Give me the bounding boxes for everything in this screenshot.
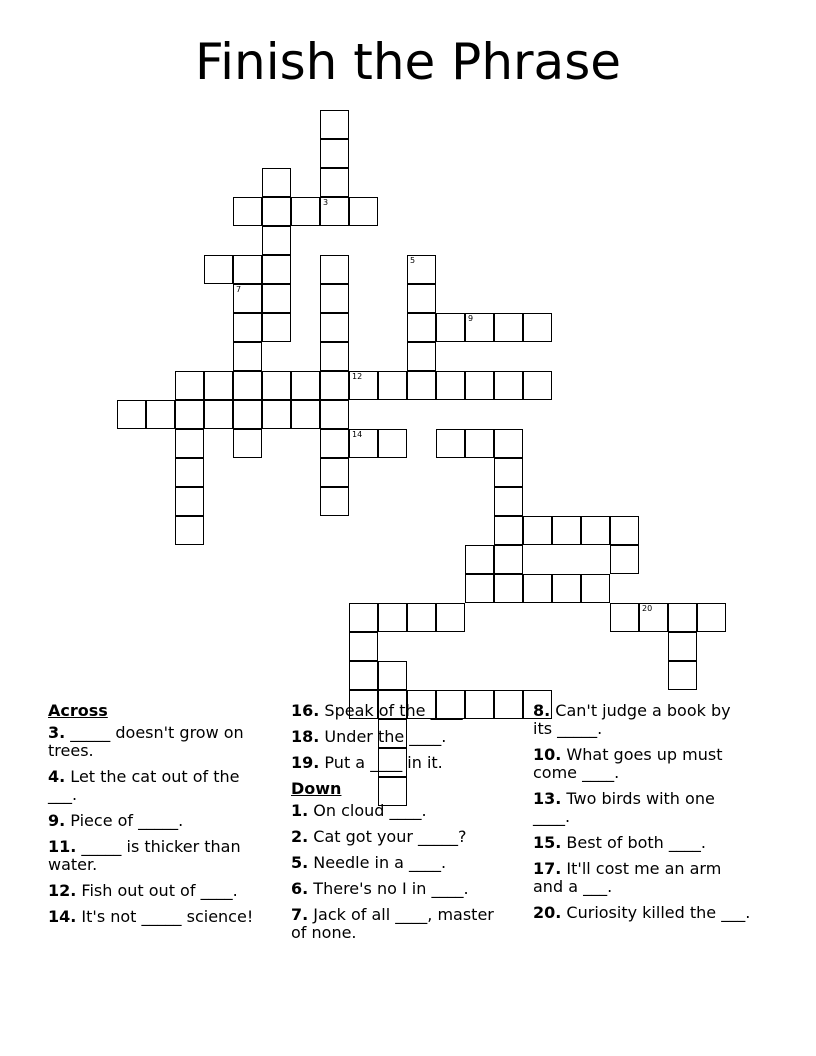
- grid-cell[interactable]: [175, 458, 204, 487]
- grid-cell[interactable]: [610, 603, 639, 632]
- grid-cell[interactable]: [523, 574, 552, 603]
- clue-num-dot: .: [555, 789, 562, 808]
- grid-cell[interactable]: [407, 313, 436, 342]
- grid-cell[interactable]: [233, 197, 262, 226]
- clue-num: 19: [291, 753, 314, 772]
- grid-cell[interactable]: [233, 371, 262, 400]
- clue-column-3: [533, 702, 753, 930]
- clue-num-dot: .: [70, 881, 77, 900]
- clue: [533, 746, 753, 782]
- grid-cell[interactable]: [436, 603, 465, 632]
- clue: [533, 790, 753, 826]
- clue-num-dot: .: [70, 837, 77, 856]
- clue-num: 9: [48, 811, 60, 830]
- grid-cell[interactable]: [523, 313, 552, 342]
- grid-cell[interactable]: [320, 429, 349, 458]
- clue: [291, 880, 511, 898]
- clue-text: Cat got your _____?: [308, 827, 467, 846]
- grid-cell[interactable]: [668, 632, 697, 661]
- clue-number: 5: [410, 256, 416, 265]
- grid-cell[interactable]: [494, 313, 523, 342]
- clue-num: 13: [533, 789, 556, 808]
- grid-cell[interactable]: [117, 400, 146, 429]
- grid-cell[interactable]: [291, 400, 320, 429]
- grid-cell[interactable]: [494, 545, 523, 574]
- grid-cell[interactable]: [465, 429, 494, 458]
- clue-text: Curiosity killed the ___.: [561, 903, 751, 922]
- clue-num: 14: [48, 907, 71, 926]
- clue: [291, 728, 511, 746]
- grid-cell[interactable]: [262, 400, 291, 429]
- grid-cell[interactable]: [407, 603, 436, 632]
- grid-cell[interactable]: [407, 371, 436, 400]
- grid-cell[interactable]: [581, 516, 610, 545]
- grid-cell[interactable]: [320, 168, 349, 197]
- clue-text: Speak of the ____.: [319, 701, 468, 720]
- clue-num: 1: [291, 801, 303, 820]
- grid-cell[interactable]: [494, 371, 523, 400]
- grid-cell[interactable]: [349, 429, 378, 458]
- clue-text: What goes up must come ____.: [533, 745, 723, 782]
- grid-cell[interactable]: [233, 313, 262, 342]
- grid-cell[interactable]: [494, 429, 523, 458]
- grid-cell[interactable]: [378, 603, 407, 632]
- grid-cell[interactable]: [465, 545, 494, 574]
- clue: [533, 904, 753, 922]
- grid-cell[interactable]: [320, 458, 349, 487]
- grid-cell[interactable]: [494, 516, 523, 545]
- clue: [48, 908, 268, 926]
- clue-text: On cloud ____.: [308, 801, 427, 820]
- grid-cell[interactable]: [175, 429, 204, 458]
- clue-num-dot: .: [555, 859, 562, 878]
- grid-cell[interactable]: [204, 371, 233, 400]
- grid-cell[interactable]: [320, 139, 349, 168]
- clue: [291, 906, 511, 942]
- grid-cell[interactable]: [320, 284, 349, 313]
- clue-text: Fish out out of ____.: [76, 881, 238, 900]
- clue-num: 6: [291, 879, 303, 898]
- clue-text: _____ doesn't grow on trees.: [48, 723, 244, 760]
- clue: [48, 724, 268, 760]
- grid-cell[interactable]: [320, 400, 349, 429]
- grid-cell[interactable]: [233, 255, 262, 284]
- grid-cell[interactable]: [291, 197, 320, 226]
- grid-cell[interactable]: [262, 313, 291, 342]
- grid-cell[interactable]: [378, 429, 407, 458]
- grid-cell[interactable]: [262, 284, 291, 313]
- grid-cell[interactable]: [233, 342, 262, 371]
- clue-num: 15: [533, 833, 556, 852]
- section-heading: Across: [48, 701, 108, 720]
- clue-text: Best of both ____.: [561, 833, 706, 852]
- grid-cell[interactable]: [349, 197, 378, 226]
- clue-text: Can't judge a book by its _____.: [533, 701, 731, 738]
- clue-num: 11: [48, 837, 71, 856]
- grid-cell[interactable]: [465, 371, 494, 400]
- grid-cell[interactable]: [320, 342, 349, 371]
- grid-cell[interactable]: [639, 603, 668, 632]
- clue-num-dot: .: [302, 801, 309, 820]
- grid-cell[interactable]: [552, 574, 581, 603]
- grid-cell[interactable]: [175, 400, 204, 429]
- grid-cell[interactable]: [320, 313, 349, 342]
- clue-num-dot: .: [59, 811, 66, 830]
- grid-cell[interactable]: [523, 371, 552, 400]
- clue-text: _____ is thicker than water.: [48, 837, 241, 874]
- grid-cell[interactable]: [610, 545, 639, 574]
- grid-cell[interactable]: [349, 371, 378, 400]
- clue-num: 16: [291, 701, 314, 720]
- grid-cell[interactable]: [320, 371, 349, 400]
- clue-text: Two birds with one ____.: [533, 789, 715, 826]
- clue-number: 3: [323, 198, 329, 207]
- grid-cell[interactable]: [610, 516, 639, 545]
- grid-cell[interactable]: [349, 661, 378, 690]
- grid-cell[interactable]: [175, 371, 204, 400]
- grid-cell[interactable]: [175, 487, 204, 516]
- page-title: Finish the Phrase: [194, 33, 622, 91]
- clue-num-dot: .: [544, 701, 551, 720]
- clue-num-dot: .: [70, 907, 77, 926]
- clue: [533, 834, 753, 852]
- clue-number: 7: [236, 285, 242, 294]
- grid-cell[interactable]: [146, 400, 175, 429]
- clue-num-dot: .: [302, 853, 309, 872]
- clue-number: 14: [352, 430, 363, 439]
- clue-text: Piece of _____.: [65, 811, 184, 830]
- clue-num: 3: [48, 723, 60, 742]
- grid-cell[interactable]: [465, 574, 494, 603]
- clue-num-dot: .: [555, 903, 562, 922]
- clue-text: Needle in a ____.: [308, 853, 447, 872]
- clue-num: 18: [291, 727, 314, 746]
- grid-cell[interactable]: [668, 661, 697, 690]
- grid-cell[interactable]: [378, 661, 407, 690]
- clue-text: There's no I in ____.: [308, 879, 469, 898]
- clue: [291, 854, 511, 872]
- grid-cell[interactable]: [291, 371, 320, 400]
- grid-cell[interactable]: [697, 603, 726, 632]
- grid-cell[interactable]: [262, 197, 291, 226]
- grid-cell[interactable]: [262, 255, 291, 284]
- grid-cell[interactable]: [262, 226, 291, 255]
- clue-text: Under the ____.: [319, 727, 447, 746]
- grid-cell[interactable]: [523, 516, 552, 545]
- clue: [48, 768, 268, 804]
- clue-num-dot: .: [59, 767, 66, 786]
- clue-num: 5: [291, 853, 303, 872]
- clue-num-dot: .: [313, 701, 320, 720]
- grid-cell[interactable]: [494, 574, 523, 603]
- clue-num: 7: [291, 905, 303, 924]
- grid-cell[interactable]: [407, 284, 436, 313]
- section-heading: Down: [291, 779, 342, 798]
- grid-cell[interactable]: [233, 429, 262, 458]
- grid-cell[interactable]: [262, 168, 291, 197]
- clue-number: 20: [642, 604, 653, 613]
- clue: [291, 702, 511, 720]
- clue: [533, 702, 753, 738]
- grid-cell[interactable]: [668, 603, 697, 632]
- grid-cell[interactable]: [349, 632, 378, 661]
- grid-cell[interactable]: [494, 487, 523, 516]
- grid-cell[interactable]: [581, 574, 610, 603]
- clue-num: 17: [533, 859, 556, 878]
- clue: [291, 802, 511, 820]
- grid-cell[interactable]: [175, 516, 204, 545]
- clue: [48, 812, 268, 830]
- grid-cell[interactable]: [320, 197, 349, 226]
- grid-cell[interactable]: [204, 255, 233, 284]
- clue-num-dot: .: [313, 727, 320, 746]
- grid-cell[interactable]: [465, 313, 494, 342]
- clue-num: 12: [48, 881, 71, 900]
- grid-cell[interactable]: [378, 371, 407, 400]
- clue-num-dot: .: [302, 879, 309, 898]
- clue: [291, 754, 511, 772]
- grid-cell[interactable]: [262, 371, 291, 400]
- clue-num: 2: [291, 827, 303, 846]
- clue-column-1: [48, 702, 268, 934]
- grid-cell[interactable]: [320, 487, 349, 516]
- grid-cell[interactable]: [407, 342, 436, 371]
- grid-cell[interactable]: [552, 516, 581, 545]
- clue-text: Put a ____ in it.: [319, 753, 443, 772]
- grid-cell[interactable]: [204, 400, 233, 429]
- grid-cell[interactable]: [320, 255, 349, 284]
- clue-num-dot: .: [302, 827, 309, 846]
- clue-text: Let the cat out of the ___.: [48, 767, 240, 804]
- grid-cell[interactable]: [436, 313, 465, 342]
- clue-num-dot: .: [555, 745, 562, 764]
- clue-text: It's not _____ science!: [76, 907, 254, 926]
- clue-number: 12: [352, 372, 363, 381]
- clue: [533, 860, 753, 896]
- clue-num-dot: .: [555, 833, 562, 852]
- clue: [48, 882, 268, 900]
- clue-num: 20: [533, 903, 556, 922]
- grid-cell[interactable]: [320, 110, 349, 139]
- clue-column-2: [291, 702, 511, 950]
- clue-text: It'll cost me an arm and a ___.: [533, 859, 722, 896]
- clue-num-dot: .: [313, 753, 320, 772]
- grid-cell[interactable]: [349, 603, 378, 632]
- clue-num: 8: [533, 701, 545, 720]
- grid-cell[interactable]: [436, 371, 465, 400]
- grid-cell[interactable]: [233, 284, 262, 313]
- clue-num-dot: .: [302, 905, 309, 924]
- clue-number: 9: [468, 314, 474, 323]
- grid-cell[interactable]: [494, 458, 523, 487]
- clue-num: 10: [533, 745, 556, 764]
- grid-cell[interactable]: [233, 400, 262, 429]
- clue: [291, 828, 511, 846]
- grid-cell[interactable]: [436, 429, 465, 458]
- clue-num-dot: .: [59, 723, 66, 742]
- clue: [48, 838, 268, 874]
- grid-cell[interactable]: [407, 255, 436, 284]
- clue-num: 4: [48, 767, 60, 786]
- clue-text: Jack of all ____, master of none.: [291, 905, 494, 942]
